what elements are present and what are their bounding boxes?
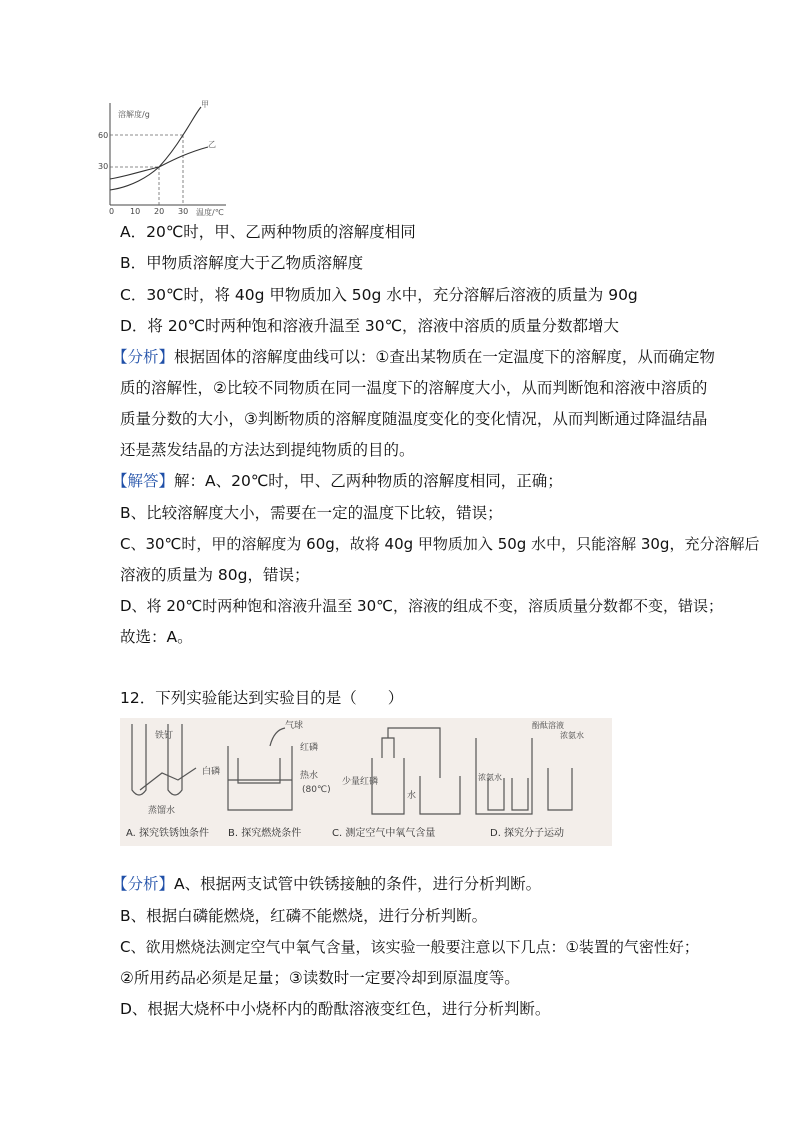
q12-analysis-line: C、欲用燃烧法测定空气中氧气含量，该实验一般要注意以下几点：①装置的气密性好； — [120, 938, 699, 956]
q11-option-a: A．20℃时，甲、乙两种物质的溶解度相同 — [120, 223, 416, 241]
q11-answer-line: B、比较溶解度大小，需要在一定的温度下比较，错误； — [120, 504, 503, 522]
svg-text:浓氨水: 浓氨水 — [560, 731, 584, 740]
svg-text:浓氨水: 浓氨水 — [478, 773, 502, 782]
series-label-yi: 乙 — [208, 140, 216, 149]
q11-answer-line: 【解答】解：A、20℃时，甲、乙两种物质的溶解度相同，正确； — [112, 472, 563, 490]
q12-analysis-line: ②所用药品必须是足量；③读数时一定要冷却到原温度等。 — [120, 969, 520, 987]
q11-answer-line: 故选：A。 — [120, 628, 193, 646]
caption-d: D. 探究分子运动 — [490, 828, 565, 839]
x-tick-10: 10 — [130, 207, 141, 216]
q11-answer-line: D、将 20℃时两种饱和溶液升温至 30℃，溶液的组成不变，溶质质量分数都不变，错误； — [120, 597, 723, 615]
svg-text:酚酞溶液: 酚酞溶液 — [532, 721, 564, 730]
svg-text:蒸馏水: 蒸馏水 — [148, 806, 176, 816]
experiment-figure — [120, 718, 612, 846]
y-tick-30: 30 — [98, 162, 109, 171]
x-axis-label: 温度/℃ — [196, 208, 224, 217]
svg-text:红磷: 红磷 — [300, 743, 319, 753]
q11-option-d: D．将 20℃时两种饱和溶液升温至 30℃，溶液中溶质的质量分数都增大 — [120, 317, 620, 335]
q11-answer-line: C、30℃时，甲的溶解度为 60g，故将 40g 甲物质加入 50g 水中，只能溶解 30g，充分溶解后 — [120, 535, 760, 553]
y-axis-label: 溶解度/g — [118, 110, 150, 119]
y-tick-60: 60 — [98, 131, 109, 140]
q11-option-b: B．甲物质溶解度大于乙物质溶解度 — [120, 254, 364, 272]
svg-text:气球: 气球 — [285, 721, 304, 731]
svg-text:白磷: 白磷 — [202, 767, 221, 777]
series-label-jia: 甲 — [201, 100, 209, 109]
q12-stem: 12．下列实验能达到实验目的是（ ） — [120, 689, 404, 707]
q12-analysis-line: 【分析】A、根据两支试管中铁锈接触的条件，进行分析判断。 — [112, 875, 542, 893]
x-tick-0: 0 — [109, 207, 115, 216]
caption-b: B. 探究燃烧条件 — [228, 828, 302, 839]
svg-text:少量红磷: 少量红磷 — [342, 777, 379, 787]
answer-tag: 【解答】 — [112, 472, 175, 490]
q11-analysis-line: 质量分数的大小，③判断物质的溶解度随温度变化的变化情况，从而判断通过降温结晶 — [120, 410, 708, 428]
q11-analysis-line: 【分析】根据固体的溶解度曲线可以：①查出某物质在一定温度下的溶解度，从而确定物 — [112, 348, 715, 366]
q11-option-c: C．30℃时，将 40g 甲物质加入 50g 水中，充分溶解后溶液的质量为 90g — [120, 286, 638, 304]
analysis-tag: 【分析】 — [112, 348, 175, 366]
caption-a: A. 探究铁锈蚀条件 — [126, 828, 210, 839]
q11-analysis-line: 还是蒸发结晶的方法达到提纯物质的目的。 — [120, 441, 415, 459]
svg-text:热水: 热水 — [300, 771, 319, 781]
q11-answer-line: 溶液的质量为 80g，错误； — [120, 566, 310, 584]
svg-text:铁钉: 铁钉 — [155, 731, 174, 741]
q12-analysis-line: D、根据大烧杯中小烧杯内的酚酞溶液变红色，进行分析判断。 — [120, 1000, 551, 1018]
analysis-tag: 【分析】 — [112, 875, 175, 893]
caption-c: C. 测定空气中氧气含量 — [332, 828, 436, 839]
svg-text:(80℃): (80℃) — [302, 785, 331, 795]
q11-analysis-line: 质的溶解性，②比较不同物质在同一温度下的溶解度大小，从而判断饱和溶液中溶质的 — [120, 379, 708, 397]
solubility-chart — [96, 95, 246, 220]
x-tick-30: 30 — [178, 207, 189, 216]
q12-analysis-line: B、根据白磷能燃烧，红磷不能燃烧，进行分析判断。 — [120, 907, 488, 925]
curve-jia — [110, 107, 201, 190]
svg-text:水: 水 — [407, 791, 417, 801]
x-tick-20: 20 — [154, 207, 165, 216]
